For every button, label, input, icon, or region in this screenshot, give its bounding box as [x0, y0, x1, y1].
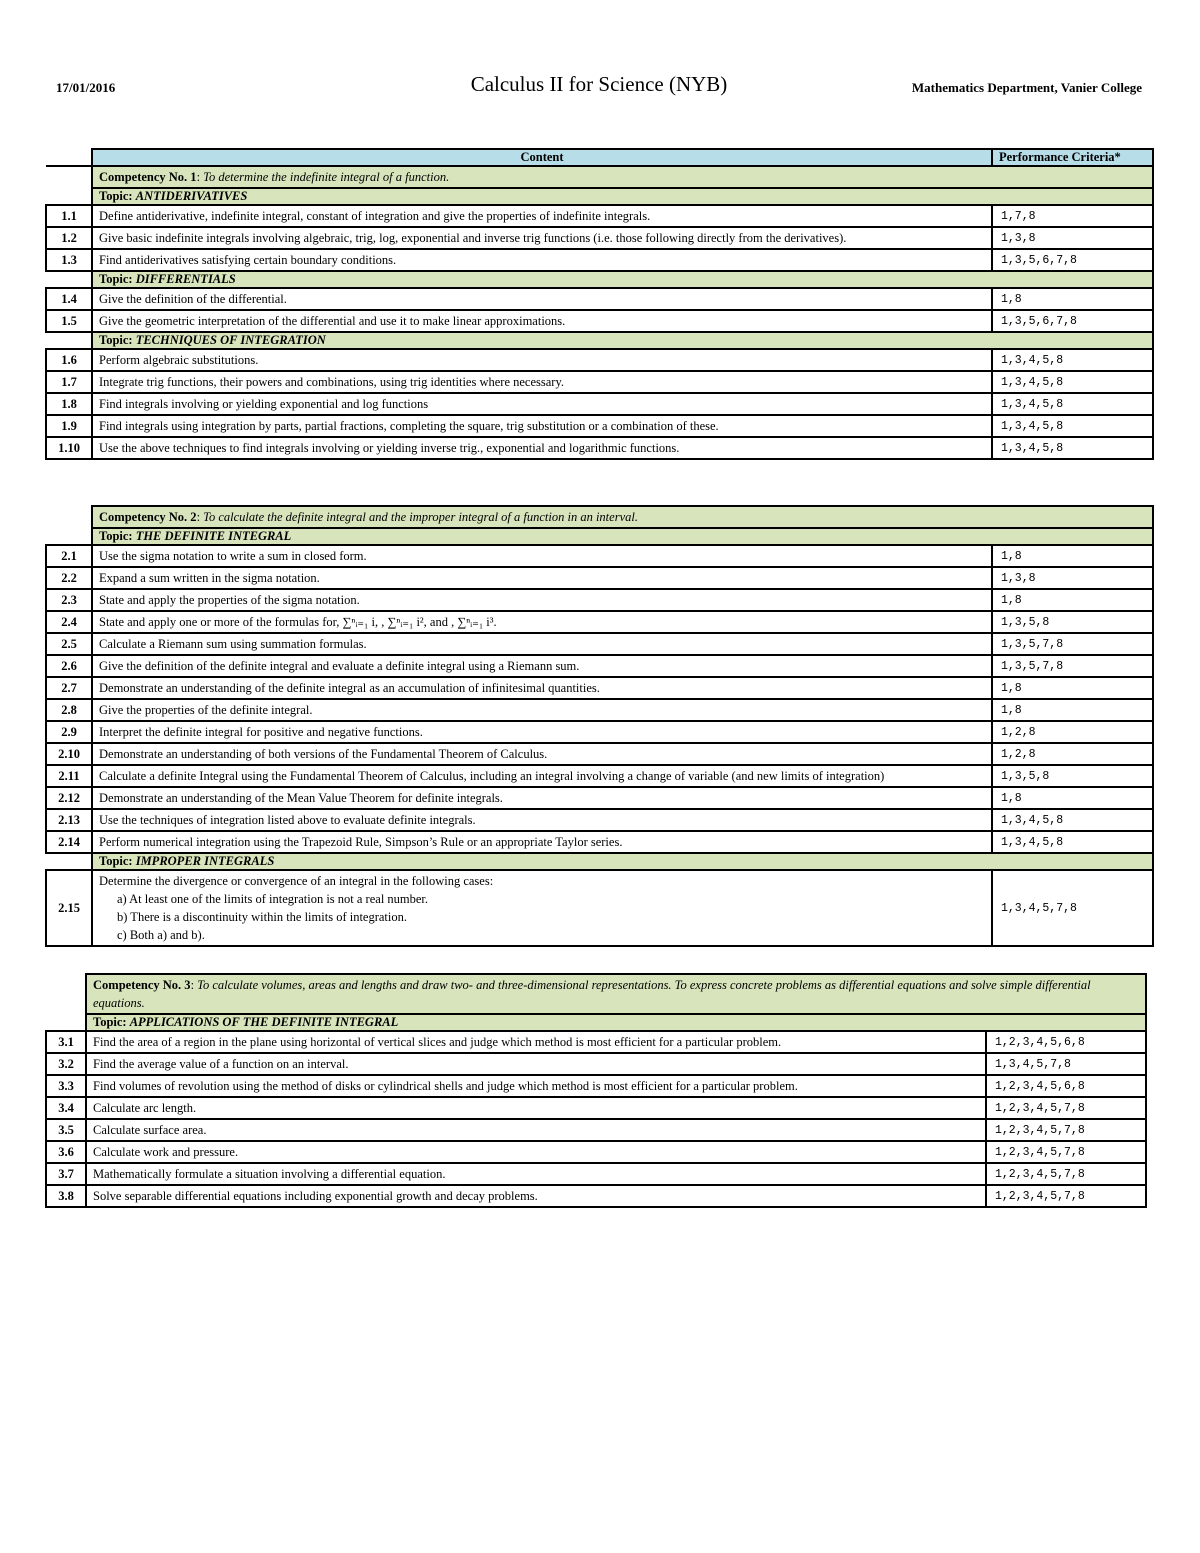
item-text: Mathematically formulate a situation involving a differential equation.: [93, 1167, 446, 1181]
performance-criteria: 1,3,4,5,8: [992, 831, 1153, 853]
competency-label: Competency No. 1: [99, 170, 197, 184]
item-content: [92, 227, 992, 249]
competency-heading: Competency No. 2: To calculate the definite integral and the improper integral of a function in an interval.: [92, 506, 1153, 528]
item-text: Demonstrate an understanding of the definite integral as an accumulation of infinitesimal quantities.: [99, 681, 600, 695]
item-number: 1.9: [46, 415, 92, 437]
table-row: [46, 589, 1153, 611]
item-text: Calculate a Riemann sum using summation formulas.: [99, 637, 367, 651]
item-content: [92, 787, 992, 809]
topic-label: Topic:: [93, 1015, 127, 1029]
item-content: [92, 288, 992, 310]
item-number: 2.13: [46, 809, 92, 831]
topic-label: Topic:: [99, 272, 133, 286]
performance-criteria: 1,3,4,5,8: [992, 809, 1153, 831]
item-text: Give the definition of the definite integral and evaluate a definite integral using a Riemann sum.: [99, 659, 580, 673]
table-row: [46, 743, 1153, 765]
topic-label: Topic:: [99, 333, 133, 347]
topic-row: [46, 188, 1153, 205]
competency-1-table: [45, 148, 1154, 460]
table-row: [46, 227, 1153, 249]
competency-heading: Competency No. 1: To determine the indefinite integral of a function.: [92, 166, 1153, 188]
item-content: [92, 765, 992, 787]
competency-label: Competency No. 3: [93, 978, 191, 992]
performance-criteria: 1,2,8: [992, 721, 1153, 743]
table-row: [46, 870, 1153, 946]
item-number: 2.11: [46, 765, 92, 787]
topic-row: [46, 528, 1153, 545]
criteria-column-header: Performance Criteria*: [992, 149, 1153, 166]
performance-criteria: 1,3,4,5,7,8: [986, 1053, 1146, 1075]
performance-criteria: 1,3,4,5,8: [992, 437, 1153, 459]
performance-criteria: 1,8: [992, 545, 1153, 567]
topic-heading: [92, 332, 1153, 349]
item-content: [86, 1031, 986, 1053]
performance-criteria: 1,7,8: [992, 205, 1153, 227]
item-number: 1.2: [46, 227, 92, 249]
performance-criteria: 1,2,3,4,5,6,8: [986, 1075, 1146, 1097]
table-row: [46, 655, 1153, 677]
table-row: [46, 415, 1153, 437]
item-content: [86, 1075, 986, 1097]
item-text: Determine the divergence or convergence of an integral in the following cases:: [99, 874, 494, 888]
item-content: [86, 1053, 986, 1075]
topic-name: ANTIDERIVATIVES: [135, 189, 248, 203]
item-number: 1.10: [46, 437, 92, 459]
item-text: Give the properties of the definite integral.: [99, 703, 313, 717]
item-text: Solve separable differential equations including exponential growth and decay problems.: [93, 1189, 538, 1203]
competency-row: [46, 166, 1153, 188]
item-content: [92, 699, 992, 721]
item-number: 1.3: [46, 249, 92, 271]
topic-name: APPLICATIONS OF THE DEFINITE INTEGRAL: [129, 1015, 399, 1029]
item-number: 1.1: [46, 205, 92, 227]
item-content: [92, 393, 992, 415]
table-row: [46, 288, 1153, 310]
item-text: Use the sigma notation to write a sum in closed form.: [99, 549, 367, 563]
item-text: Use the above techniques to find integrals involving or yielding inverse trig., exponential and logarithmic functions.: [99, 441, 680, 455]
performance-criteria: 1,2,3,4,5,6,8: [986, 1031, 1146, 1053]
item-number: 2.2: [46, 567, 92, 589]
competency-label: Competency No. 2: [99, 510, 197, 524]
performance-criteria: 1,3,5,7,8: [992, 633, 1153, 655]
table-row: [46, 437, 1153, 459]
competency-description: To determine the indefinite integral of a function.: [203, 170, 450, 184]
item-subitem: b) There is a discontinuity within the limits of integration.: [117, 910, 408, 924]
performance-criteria: 1,3,5,6,7,8: [992, 310, 1153, 332]
topic-name: IMPROPER INTEGRALS: [135, 854, 275, 868]
item-number: 3.2: [46, 1053, 86, 1075]
performance-criteria: 1,2,3,4,5,7,8: [986, 1163, 1146, 1185]
topic-row: [46, 332, 1153, 349]
document-title: Calculus II for Science (NYB): [470, 72, 728, 96]
item-text: State and apply the properties of the sigma notation.: [99, 593, 360, 607]
item-number: 2.3: [46, 589, 92, 611]
performance-criteria: 1,3,4,5,8: [992, 349, 1153, 371]
item-number: 2.4: [46, 611, 92, 633]
item-number: 2.10: [46, 743, 92, 765]
item-number: 1.6: [46, 349, 92, 371]
item-content: [86, 1163, 986, 1185]
item-content: [86, 1119, 986, 1141]
item-content: [92, 205, 992, 227]
performance-criteria: 1,8: [992, 589, 1153, 611]
table-row: [46, 611, 1153, 633]
item-number: 2.15: [46, 870, 92, 946]
table-row: [46, 393, 1153, 415]
performance-criteria: 1,8: [992, 787, 1153, 809]
performance-criteria: 1,3,4,5,8: [992, 415, 1153, 437]
competency-row: [46, 974, 1146, 1014]
item-content: [92, 870, 992, 946]
table-row: [46, 699, 1153, 721]
item-content: [92, 371, 992, 393]
item-text: Perform algebraic substitutions.: [99, 353, 259, 367]
table-row: [46, 787, 1153, 809]
item-content: [86, 1141, 986, 1163]
item-number: 3.8: [46, 1185, 86, 1207]
table-row: [46, 1097, 1146, 1119]
item-text: Find integrals involving or yielding exponential and log functions: [99, 397, 429, 411]
item-text: Give the geometric interpretation of the differential and use it to make linear approximations.: [99, 314, 566, 328]
item-text: Find the area of a region in the plane using horizontal of vertical slices and judge which method is most efficient for a particular problem.: [93, 1035, 782, 1049]
item-number: 2.8: [46, 699, 92, 721]
topic-heading: [92, 853, 1153, 870]
performance-criteria: 1,2,8: [992, 743, 1153, 765]
performance-criteria: 1,3,8: [992, 567, 1153, 589]
item-text: Find integrals using integration by parts, partial fractions, completing the square, trig substitution or a combination of these.: [99, 419, 719, 433]
item-number: 2.5: [46, 633, 92, 655]
performance-criteria: 1,8: [992, 699, 1153, 721]
item-content: [92, 611, 992, 633]
topic-heading: [92, 528, 1153, 545]
item-text: Demonstrate an understanding of the Mean Value Theorem for definite integrals.: [99, 791, 503, 805]
item-number: 1.4: [46, 288, 92, 310]
item-content: [92, 721, 992, 743]
performance-criteria: 1,3,5,8: [992, 611, 1153, 633]
item-text: Find antiderivatives satisfying certain boundary conditions.: [99, 253, 397, 267]
item-content: [92, 633, 992, 655]
table-row: [46, 1053, 1146, 1075]
table-row: [46, 249, 1153, 271]
item-text: Demonstrate an understanding of both versions of the Fundamental Theorem of Calculus.: [99, 747, 548, 761]
performance-criteria: 1,3,4,5,8: [992, 393, 1153, 415]
table-row: [46, 1075, 1146, 1097]
item-number: 1.7: [46, 371, 92, 393]
topic-label: Topic:: [99, 529, 133, 543]
table-row: [46, 545, 1153, 567]
item-text: Find the average value of a function on an interval.: [93, 1057, 349, 1071]
item-text: Calculate arc length.: [93, 1101, 197, 1115]
department-name: Mathematics Department, Vanier College: [911, 80, 1142, 95]
item-number: 3.1: [46, 1031, 86, 1053]
item-number: 2.12: [46, 787, 92, 809]
competency-description: To calculate the definite integral and the improper integral of a function in an interval.: [203, 510, 638, 524]
item-content: [92, 809, 992, 831]
item-text: Integrate trig functions, their powers and combinations, using trig identities where necessary.: [99, 375, 565, 389]
item-content: [92, 249, 992, 271]
performance-criteria: 1,8: [992, 288, 1153, 310]
competency-3-table: [45, 973, 1147, 1208]
item-content: [92, 437, 992, 459]
item-text: Use the techniques of integration listed above to evaluate definite integrals.: [99, 813, 476, 827]
item-subitem: a) At least one of the limits of integration is not a real number.: [117, 892, 429, 906]
content-column-header: Content: [92, 149, 992, 166]
table-row: [46, 310, 1153, 332]
table-row: [46, 831, 1153, 853]
topic-row: [46, 853, 1153, 870]
performance-criteria: 1,2,3,4,5,7,8: [986, 1185, 1146, 1207]
competency-heading: Competency No. 3: To calculate volumes, areas and lengths and draw two- and three-dimensional representations. To express concrete problems as differential equations and solve simple differential equations.: [86, 974, 1146, 1014]
competency-description: To calculate volumes, areas and lengths and draw two- and three-dimensional representations. To express concrete problems as differential equations and solve simple differential equations.: [93, 978, 1091, 1010]
topic-label: Topic:: [99, 189, 133, 203]
item-content: [92, 831, 992, 853]
item-content: [92, 415, 992, 437]
item-number: 2.9: [46, 721, 92, 743]
topic-name: THE DEFINITE INTEGRAL: [135, 529, 292, 543]
item-content: [92, 310, 992, 332]
performance-criteria: 1,2,3,4,5,7,8: [986, 1141, 1146, 1163]
item-content: [92, 567, 992, 589]
item-number: 3.5: [46, 1119, 86, 1141]
table-row: [46, 677, 1153, 699]
item-text: Calculate a definite Integral using the Fundamental Theorem of Calculus, including an integral involving a change of variable (and new limits of integration): [99, 769, 885, 783]
item-content: [92, 545, 992, 567]
topic-row: [46, 271, 1153, 288]
table-row: [46, 349, 1153, 371]
document-date: 17/01/2016: [56, 80, 116, 95]
item-text: State and apply one or more of the formulas for, ∑ⁿᵢ₌₁ i, , ∑ⁿᵢ₌₁ i², and , ∑ⁿᵢ₌₁ i³.: [99, 615, 497, 629]
item-text: Calculate surface area.: [93, 1123, 207, 1137]
item-text: Interpret the definite integral for positive and negative functions.: [99, 725, 423, 739]
item-number: 1.8: [46, 393, 92, 415]
competency-2-table: [45, 505, 1154, 947]
performance-criteria: 1,2,3,4,5,7,8: [986, 1119, 1146, 1141]
column-header-row: [46, 149, 1153, 166]
item-number: 3.6: [46, 1141, 86, 1163]
item-content: [92, 655, 992, 677]
item-text: Give basic indefinite integrals involving algebraic, trig, log, exponential and inverse trig functions (i.e. those following directly from the derivatives).: [99, 231, 847, 245]
item-number: 2.6: [46, 655, 92, 677]
table-row: [46, 1031, 1146, 1053]
topic-name: DIFFERENTIALS: [135, 272, 236, 286]
performance-criteria: 1,3,5,8: [992, 765, 1153, 787]
table-row: [46, 371, 1153, 393]
performance-criteria: 1,8: [992, 677, 1153, 699]
performance-criteria: 1,3,8: [992, 227, 1153, 249]
table-row: [46, 1119, 1146, 1141]
topic-label: Topic:: [99, 854, 133, 868]
item-number: 3.4: [46, 1097, 86, 1119]
item-content: [92, 589, 992, 611]
topic-name: TECHNIQUES OF INTEGRATION: [135, 333, 326, 347]
performance-criteria: 1,3,5,6,7,8: [992, 249, 1153, 271]
item-content: [92, 677, 992, 699]
table-row: [46, 765, 1153, 787]
table-row: [46, 1185, 1146, 1207]
table-row: [46, 809, 1153, 831]
competency-row: [46, 506, 1153, 528]
item-text: Give the definition of the differential.: [99, 292, 287, 306]
table-row: [46, 1141, 1146, 1163]
performance-criteria: 1,2,3,4,5,7,8: [986, 1097, 1146, 1119]
item-number: 2.7: [46, 677, 92, 699]
item-number: 2.1: [46, 545, 92, 567]
item-number: 2.14: [46, 831, 92, 853]
topic-heading: [86, 1014, 1146, 1031]
item-subitem: c) Both a) and b).: [117, 928, 205, 942]
table-row: [46, 1163, 1146, 1185]
table-row: [46, 205, 1153, 227]
performance-criteria: 1,3,4,5,7,8: [992, 870, 1153, 946]
item-content: [86, 1185, 986, 1207]
page-header: [56, 72, 1142, 102]
item-number: 1.5: [46, 310, 92, 332]
table-row: [46, 633, 1153, 655]
topic-heading: [92, 188, 1153, 205]
topic-heading: [92, 271, 1153, 288]
item-text: Calculate work and pressure.: [93, 1145, 239, 1159]
item-number: 3.7: [46, 1163, 86, 1185]
item-number: 3.3: [46, 1075, 86, 1097]
performance-criteria: 1,3,4,5,8: [992, 371, 1153, 393]
item-text: Expand a sum written in the sigma notation.: [99, 571, 320, 585]
item-text: Perform numerical integration using the Trapezoid Rule, Simpson’s Rule or an appropriate Taylor series.: [99, 835, 623, 849]
table-row: [46, 721, 1153, 743]
topic-row: [46, 1014, 1146, 1031]
item-content: [92, 743, 992, 765]
table-row: [46, 567, 1153, 589]
performance-criteria: 1,3,5,7,8: [992, 655, 1153, 677]
item-text: Define antiderivative, indefinite integral, constant of integration and give the properties of indefinite integrals.: [99, 209, 651, 223]
item-text: Find volumes of revolution using the method of disks or cylindrical shells and judge which method is most efficient for a particular problem.: [93, 1079, 798, 1093]
item-content: [92, 349, 992, 371]
item-content: [86, 1097, 986, 1119]
